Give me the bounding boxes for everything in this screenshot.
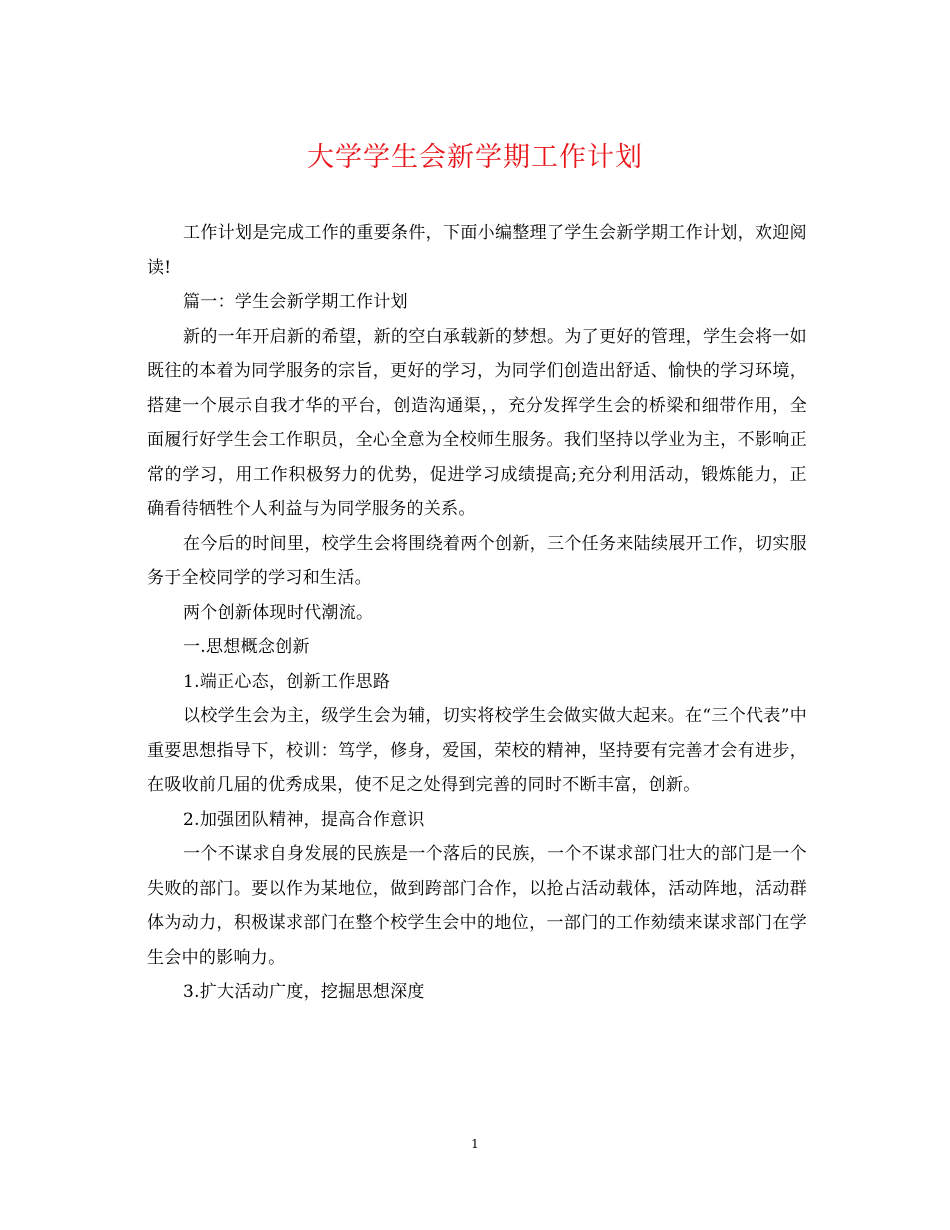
- paragraph-item-1: 以校学生会为主，级学生会为辅，切实将校学生会做实做大起来。在“三个代表”中重要思想指导下，校训：笃学，修身，爱国，荣校的精神，坚持要有完善才会有进步，在吸收前几届的优秀成果，使不足之处得到完善的同时不断丰富，创新。: [147, 706, 807, 795]
- paragraph-innovations: 两个创新体现时代潮流。: [183, 602, 374, 623]
- heading-item-3: 3.扩大活动广度，挖掘思想深度: [183, 982, 425, 1002]
- paragraph-plan: 在今后的时间里，校学生会将围绕着两个创新，三个任务来陆续展开工作，切实服务于全校同学的学习和生活。: [147, 533, 807, 588]
- paragraph-item-2: 一个不谋求自身发展的民族是一个落后的民族，一个不谋求部门壮大的部门是一个失败的部门。要以作为某地位，做到跨部门合作，以抢占活动载体，活动阵地，活动群体为动力，积极谋求部门在整个校学生会中的地位，一部门的工作劾绩来谋求部门在学生会中的影响力。: [147, 844, 807, 968]
- paragraph-overview: 新的一年开启新的希望，新的空白承载新的梦想。为了更好的管理，学生会将一如既往的本着为同学服务的宗旨，更好的学习，为同学们创造出舒适、愉快的学习环境，搭建一个展示自我才华的平台，创造沟通渠，，充分发挥学生会的桥梁和细带作用，全面履行好学生会工作职员，全心全意为全校师生服务。我们坚持以学业为主，不影响正常的学习，用工作积极努力的优势，促进学习成绩提高;充分利用活动，锻炼能力，正确看待牺牲个人利益与为同学服务的关系。: [147, 326, 807, 519]
- heading-concept-innovation: 一.思想概念创新: [183, 637, 310, 657]
- paragraph-section-heading: 篇一：学生会新学期工作计划: [183, 292, 408, 312]
- heading-item-1: 1.端正心态，创新工作思路: [183, 671, 391, 692]
- document-body: [147, 216, 807, 1010]
- heading-item-2: 2.加强团队精神，提高合作意识: [183, 809, 425, 830]
- document-title: 大学学生会新学期工作计划: [307, 142, 643, 173]
- paragraph-intro: 工作计划是完成工作的重要条件，下面小编整理了学生会新学期工作计划，欢迎阅读!: [147, 223, 807, 278]
- page-number: 1: [471, 1137, 479, 1151]
